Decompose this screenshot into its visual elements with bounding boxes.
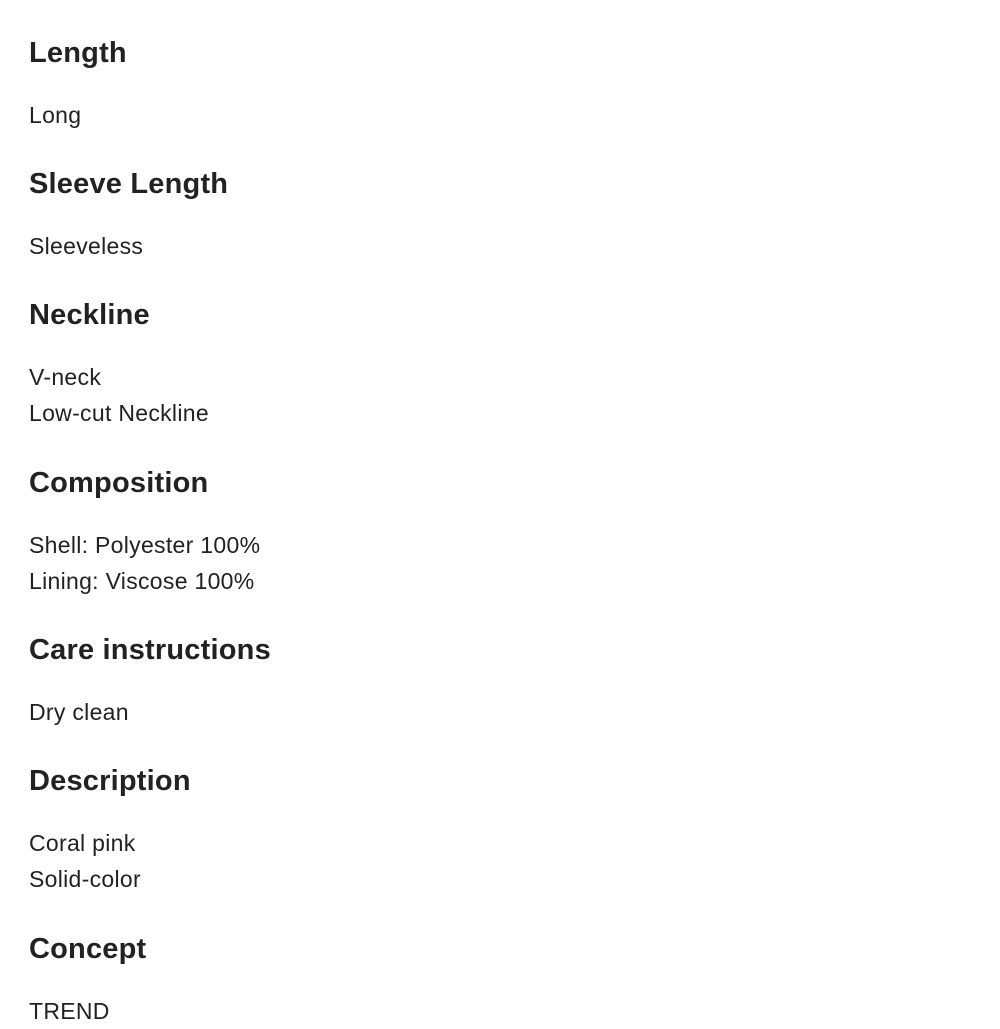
care-instructions-heading: Care instructions: [29, 634, 271, 667]
care-instructions-section: [29, 606, 271, 730]
neckline-heading: Neckline: [29, 299, 150, 332]
description-values: [29, 825, 191, 897]
length-section: [29, 9, 127, 133]
composition-value: Shell: Polyester 100%: [29, 532, 261, 559]
neckline-values: [29, 359, 209, 431]
care-instructions-value: Dry clean: [29, 699, 129, 726]
neckline-section: [29, 271, 209, 431]
description-heading: Description: [29, 765, 191, 798]
sleeve-length-heading: Sleeve Length: [29, 168, 229, 201]
care-instructions-values: [29, 694, 271, 730]
neckline-value: Low-cut Neckline: [29, 400, 209, 427]
sleeve-length-values: [29, 228, 228, 264]
composition-value: Lining: Viscose 100%: [29, 568, 255, 595]
sleeve-length-section: [29, 140, 228, 264]
description-value: Solid-color: [29, 866, 141, 893]
composition-heading: Composition: [29, 467, 209, 500]
length-values: [29, 97, 127, 133]
concept-section: [29, 905, 146, 1029]
sleeve-length-value: Sleeveless: [29, 233, 144, 260]
composition-values: [29, 527, 260, 599]
description-section: [29, 737, 191, 897]
neckline-value: V-neck: [29, 364, 102, 391]
composition-section: [29, 439, 260, 599]
description-value: Coral pink: [29, 830, 136, 857]
concept-heading: Concept: [29, 933, 147, 966]
length-heading: Length: [29, 37, 127, 70]
concept-value: TREND: [29, 998, 110, 1025]
concept-values: [29, 993, 146, 1029]
length-value: Long: [29, 102, 82, 129]
